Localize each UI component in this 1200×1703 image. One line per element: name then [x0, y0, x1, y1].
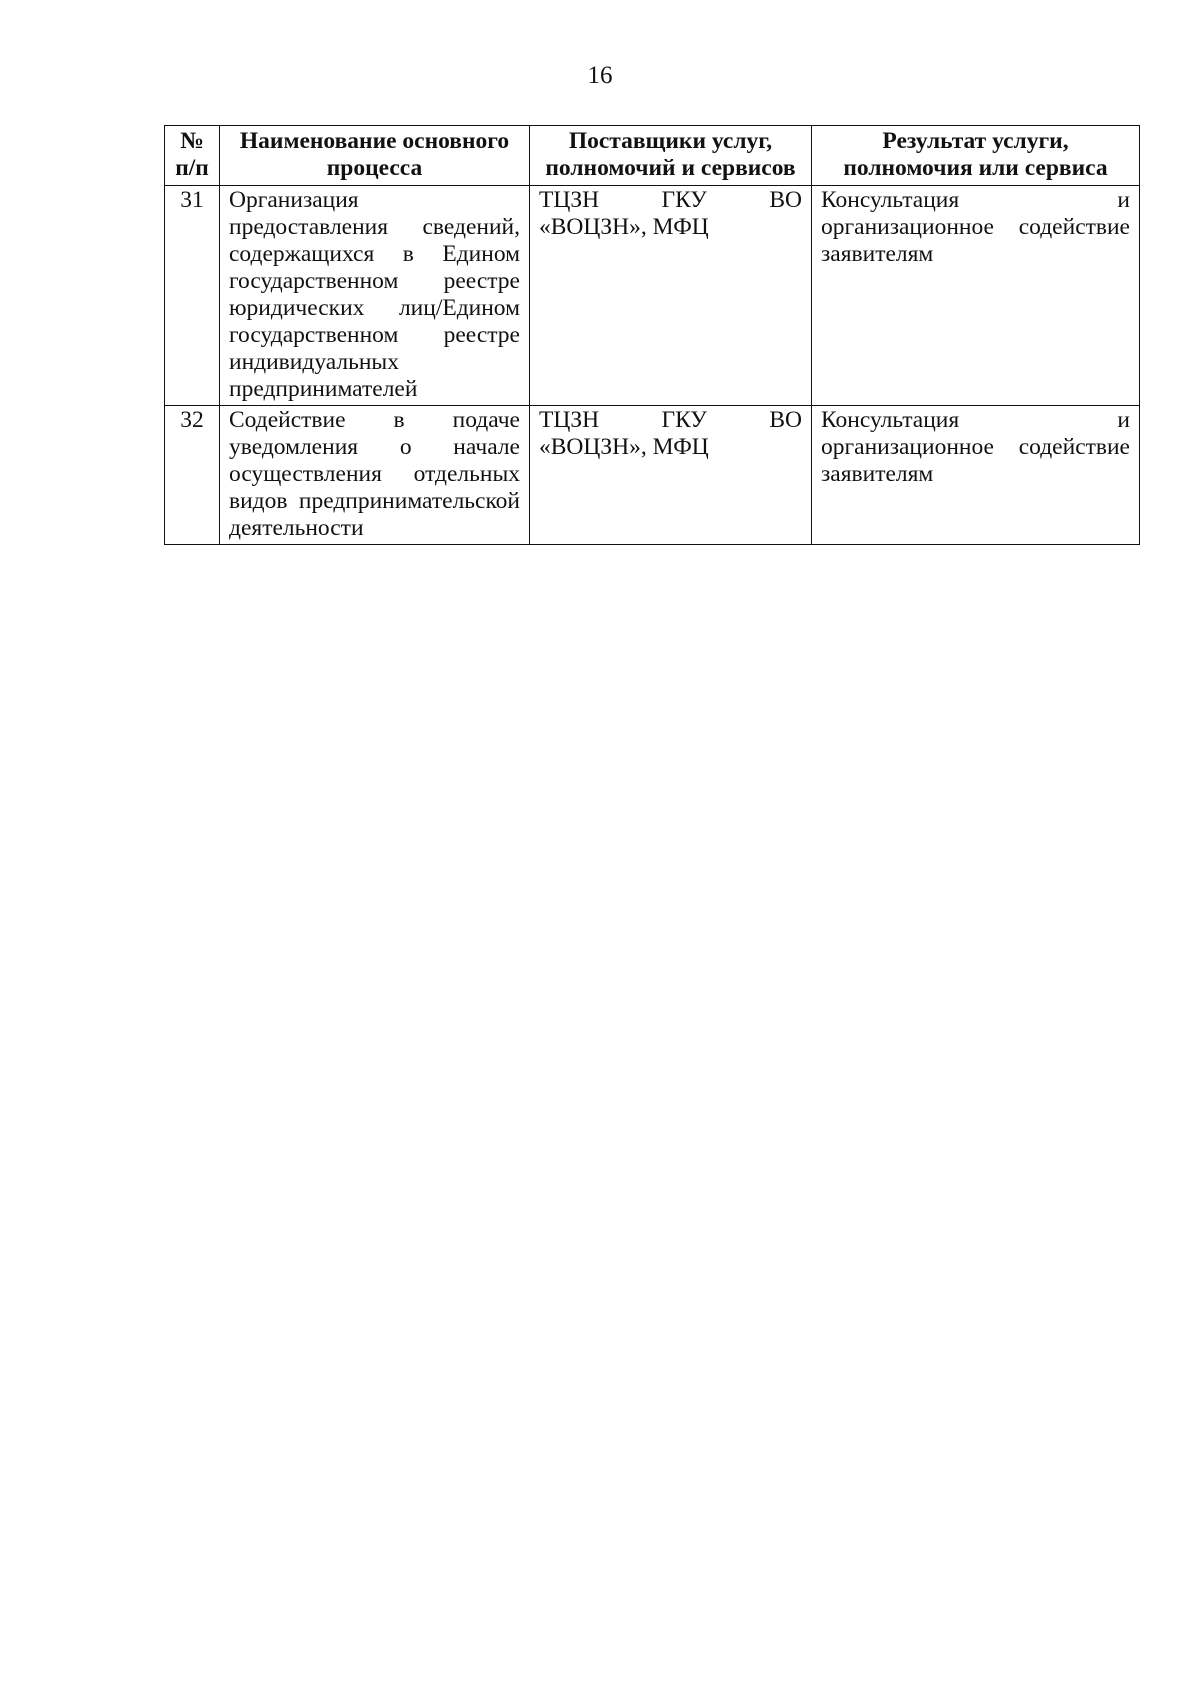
header-process-name: Наименование основного процесса	[220, 126, 530, 186]
header-number: № п/п	[165, 126, 220, 186]
row-result: Консультация и организационное содействие заявителям	[812, 406, 1140, 545]
row-providers: ТЦЗН ГКУ ВО «ВОЦЗН», МФЦ	[530, 186, 812, 406]
page-number: 16	[587, 62, 613, 89]
row-result: Консультация и организационное содействие заявителям	[812, 186, 1140, 406]
row-providers: ТЦЗН ГКУ ВО «ВОЦЗН», МФЦ	[530, 406, 812, 545]
row-process-name: Содействие в подаче уведомления о начале осуществления отдельных видов предпринимательской деятельности	[220, 406, 530, 545]
header-result: Результат услуги, полномочия или сервиса	[812, 126, 1140, 186]
process-table	[164, 125, 1140, 545]
row-process-name: Организация предоставления сведений, содержащихся в Едином государственном реестре юридических лиц/Едином государственном реестре индивидуальных предпринимателей	[220, 186, 530, 406]
table-row	[165, 186, 1140, 406]
table-row	[165, 406, 1140, 545]
table-header	[165, 126, 1140, 186]
row-number: 32	[165, 406, 220, 545]
row-number: 31	[165, 186, 220, 406]
table-body	[165, 186, 1140, 545]
table-header-row	[165, 126, 1140, 186]
header-providers: Поставщики услуг, полномочий и сервисов	[530, 126, 812, 186]
